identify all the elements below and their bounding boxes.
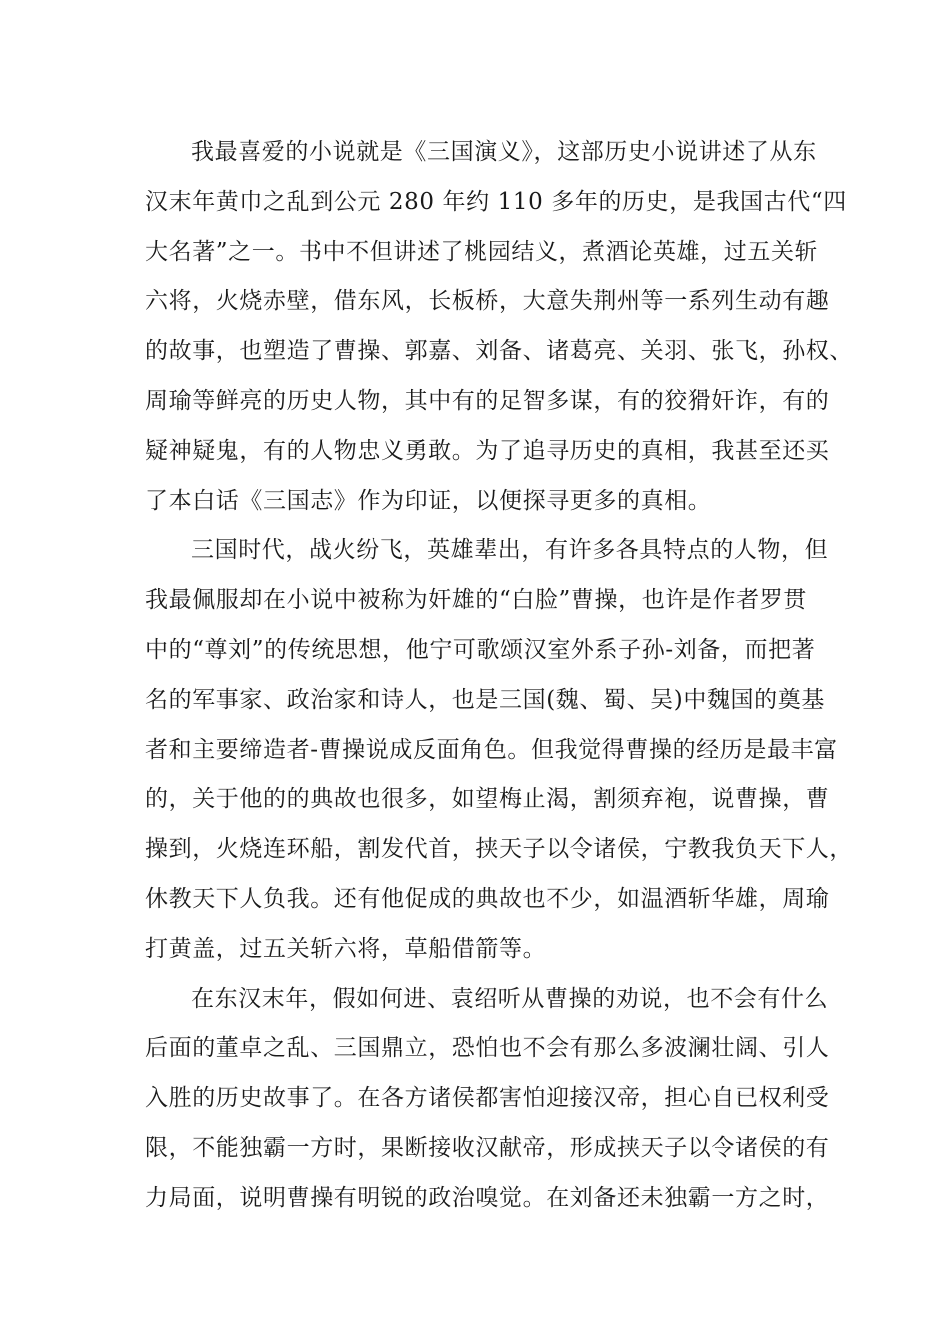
- text-line: 中的“尊刘”的传统思想，他宁可歌颂汉室外系子孙-刘备，而把著: [145, 636, 816, 663]
- text-line: 休教天下人负我。还有他促成的典故也不少，如温酒斩华雄，周瑜: [145, 885, 830, 912]
- text-line: 六将，火烧赤壁，借东风，长板桥，大意失荆州等一系列生动有趣: [145, 288, 830, 315]
- text-line: 汉末年黄巾之乱到公元 280 年约 110 多年的历史，是我国古代“四: [145, 188, 847, 215]
- text-line: 力局面，说明曹操有明锐的政治嗅觉。在刘备还未独霸一方之时，: [145, 1184, 830, 1211]
- text-line: 周瑜等鲜亮的历史人物，其中有的足智多谋，有的狡猾奸诈，有的: [145, 387, 830, 414]
- text-line: 入胜的历史故事了。在各方诸侯都害怕迎接汉帝，担心自已权利受: [145, 1085, 830, 1112]
- text-line: 三国时代，战火纷飞，英雄辈出，有许多各具特点的人物，但: [191, 537, 829, 564]
- text-line: 的，关于他的的典故也很多，如望梅止渴，割须弃袍，说曹操，曹: [145, 786, 830, 813]
- paragraph-1: [145, 128, 853, 526]
- text-line: 我最喜爱的小说就是《三国演义》，这部历史小说讲述了从东: [191, 139, 817, 165]
- text-line: 疑神疑鬼，有的人物忠义勇敢。为了追寻历史的真相，我甚至还买: [145, 437, 830, 464]
- text-line: 操到，火烧连环船，割发代首，挟天子以令诸侯，宁教我负天下人，: [145, 836, 853, 863]
- text-line: 后面的董卓之乱、三国鼎立，恐怕也不会有那么多波澜壮阔、引人: [145, 1035, 830, 1062]
- text-line: 了本白话《三国志》作为印证，以便探寻更多的真相。: [145, 487, 712, 514]
- text-line: 我最佩服却在小说中被称为奸雄的“白脸”曹操，也许是作者罗贯: [145, 587, 807, 614]
- text-line: 限，不能独霸一方时，果断接收汉献帝，形成挟天子以令诸侯的有: [145, 1134, 830, 1161]
- paragraph-2: [145, 526, 853, 974]
- text-line: 者和主要缔造者-曹操说成反面角色。但我觉得曹操的经历是最丰富: [145, 736, 838, 763]
- text-line: 在东汉末年，假如何进、袁绍听从曹操的劝说，也不会有什么: [191, 985, 829, 1012]
- paragraph-3: [145, 975, 830, 1224]
- text-line: 大名著”之一。书中不但讲述了桃园结义，煮酒论英雄，过五关斩: [145, 238, 819, 265]
- text-line: 的故事，也塑造了曹操、郭嘉、刘备、诸葛亮、关羽、张飞，孙权、: [145, 338, 853, 365]
- text-line: 名的军事家、政治家和诗人，也是三国(魏、蜀、吴)中魏国的奠基: [145, 686, 825, 713]
- text-line: 打黄盖，过五关斩六将，草船借箭等。: [145, 935, 547, 962]
- document-body: [145, 128, 853, 1224]
